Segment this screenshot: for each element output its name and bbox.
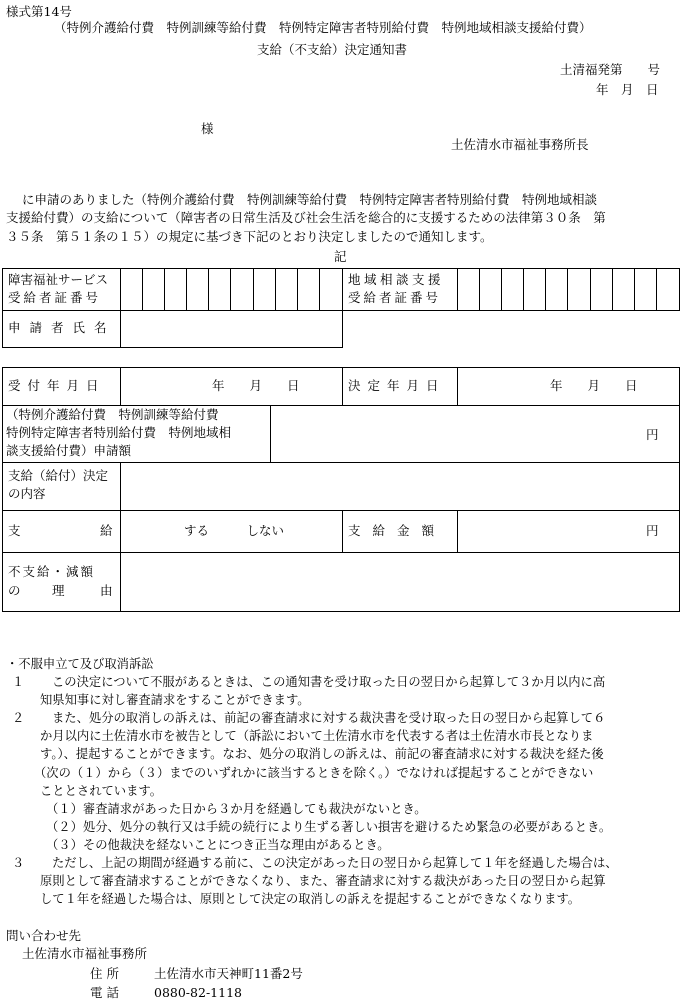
- phone-label: 電話: [90, 985, 124, 1000]
- note-2-line-1: また、処分の取消しの訴えは、前記の審査請求に対する裁決書を受け取った日の翌日から起算して６: [52, 711, 606, 725]
- note-2-line-5: こととされています。: [40, 784, 162, 798]
- form-number: 様式第14号: [6, 4, 72, 19]
- applicant-name-label: 申請者氏名: [8, 320, 116, 335]
- body-line-1: に申請のありました（特例介護給付費 特例訓練等給付費 特例特定障害者特別給付費 特例地域相談: [22, 192, 598, 207]
- address-label: 住所: [90, 966, 124, 981]
- ki-mark: 記: [334, 249, 347, 264]
- issue-date: 年 月 日: [596, 82, 659, 97]
- note-2-sub-2: （２）処分、処分の執行又は手続の続行により生ずる著しい損害を避けるため緊急の必要があるとき。: [46, 820, 612, 834]
- decision-date-value: 年 月 日: [550, 378, 638, 393]
- note-2-sub-1: （１）審査請求があった日から３か月を経過しても裁決がないとき。: [46, 802, 427, 816]
- note-1-line-1: この決定について不服があるときは、この通知書を受け取った日の翌日から起算して３か月以内に高: [52, 675, 606, 689]
- consult-cert-label-1: 地域相談支援: [348, 272, 445, 287]
- title-line-1: （特例介護給付費 特例訓練等給付費 特例特定障害者特別給付費 特例地域相談支援給付費）: [54, 20, 592, 35]
- pay-choice[interactable]: する しない: [184, 523, 285, 538]
- claim-yen-unit: 円: [646, 427, 659, 442]
- title-line-2: 支給（不支給）決定通知書: [257, 42, 408, 57]
- note-3-line-1: ただし、上記の期間が経過する前に、この決定があった日の翌日から起算して１年を経過した場合は、: [52, 856, 618, 870]
- note-3-line-2: 原則として審査請求することができなくなり、また、審査請求に対する裁決があった日の翌日から起算: [40, 874, 606, 888]
- note-1-line-2: 知県知事に対し審査請求をすることができます。: [40, 693, 310, 707]
- body-line-3: ３５条 第５１条の１５）の規定に基づき下記のとおり決定しましたので通知します。: [6, 229, 493, 244]
- received-date-value: 年 月 日: [212, 378, 300, 393]
- service-cert-label-2: 受給者証番号: [8, 290, 102, 305]
- service-cert-label-1: 障害福祉サービス: [8, 272, 109, 287]
- reason-label-2c: 由: [100, 583, 113, 598]
- document-number: 土清福発第 号: [560, 62, 661, 77]
- note-2-line-2: か月以内に土佐清水市を被告として（訴訟において土佐清水市を代表する者は土佐清水市長となりま: [40, 729, 594, 743]
- contact-heading: 問い合わせ先: [6, 928, 82, 943]
- note-2-number: ２: [12, 711, 25, 725]
- content-label-2: の内容: [8, 486, 46, 501]
- contact-office: 土佐清水市福祉事務所: [22, 946, 148, 961]
- note-3-number: ３: [12, 856, 25, 870]
- body-line-2: 支援給付費）の支給について（障害者の日常生活及び社会生活を総合的に支援するための法律第３０条 第: [6, 210, 606, 225]
- amount-yen-unit: 円: [646, 523, 659, 538]
- pay-label-start: 支: [8, 523, 21, 538]
- addressee-suffix: 様: [201, 121, 214, 136]
- note-2-line-4: （次の（１）から（３）までのいずれかに該当するときを除く。）でなければ提起することができない: [34, 766, 594, 780]
- contact-address: 土佐清水市天神町11番2号: [154, 966, 303, 981]
- appeal-heading: ・不服申立て及び取消訴訟: [6, 657, 154, 671]
- reason-label-2a: の: [8, 583, 21, 598]
- payment-amount-label: 支給金額: [348, 523, 447, 538]
- content-label-1: 支給（給付）決定: [8, 468, 109, 483]
- claim-label-3: 談支援給付費）申請額: [6, 443, 132, 458]
- note-1-number: １: [12, 675, 25, 689]
- note-2-sub-3: （３）その他裁決を経ないことにつき正当な理由があるとき。: [46, 838, 390, 852]
- issuer-name: 土佐清水市福祉事務所長: [451, 137, 589, 152]
- note-2-line-3: す。）、提起することができます。なお、処分の取消しの訴えは、前記の審査請求に対する裁決を経た後: [40, 747, 604, 761]
- claim-label-1: （特例介護給付費 特例訓練等給付費: [6, 407, 219, 422]
- decision-date-label: 決定年月日: [348, 378, 446, 393]
- pay-label-end: 給: [100, 523, 113, 538]
- received-date-label: 受付年月日: [8, 378, 106, 393]
- consult-cert-label-2: 受給者証番号: [348, 290, 442, 305]
- reason-label-1: 不支給・減額: [8, 564, 96, 579]
- claim-label-2: 特例特定障害者特別給付費 特例地域相: [6, 425, 232, 440]
- contact-phone: 0880-82-1118: [154, 985, 242, 1000]
- note-3-line-3: して１年を経過した場合は、原則として決定の取消しの訴えを提起することができなくなります。: [40, 892, 581, 906]
- reason-label-2b: 理: [52, 583, 65, 598]
